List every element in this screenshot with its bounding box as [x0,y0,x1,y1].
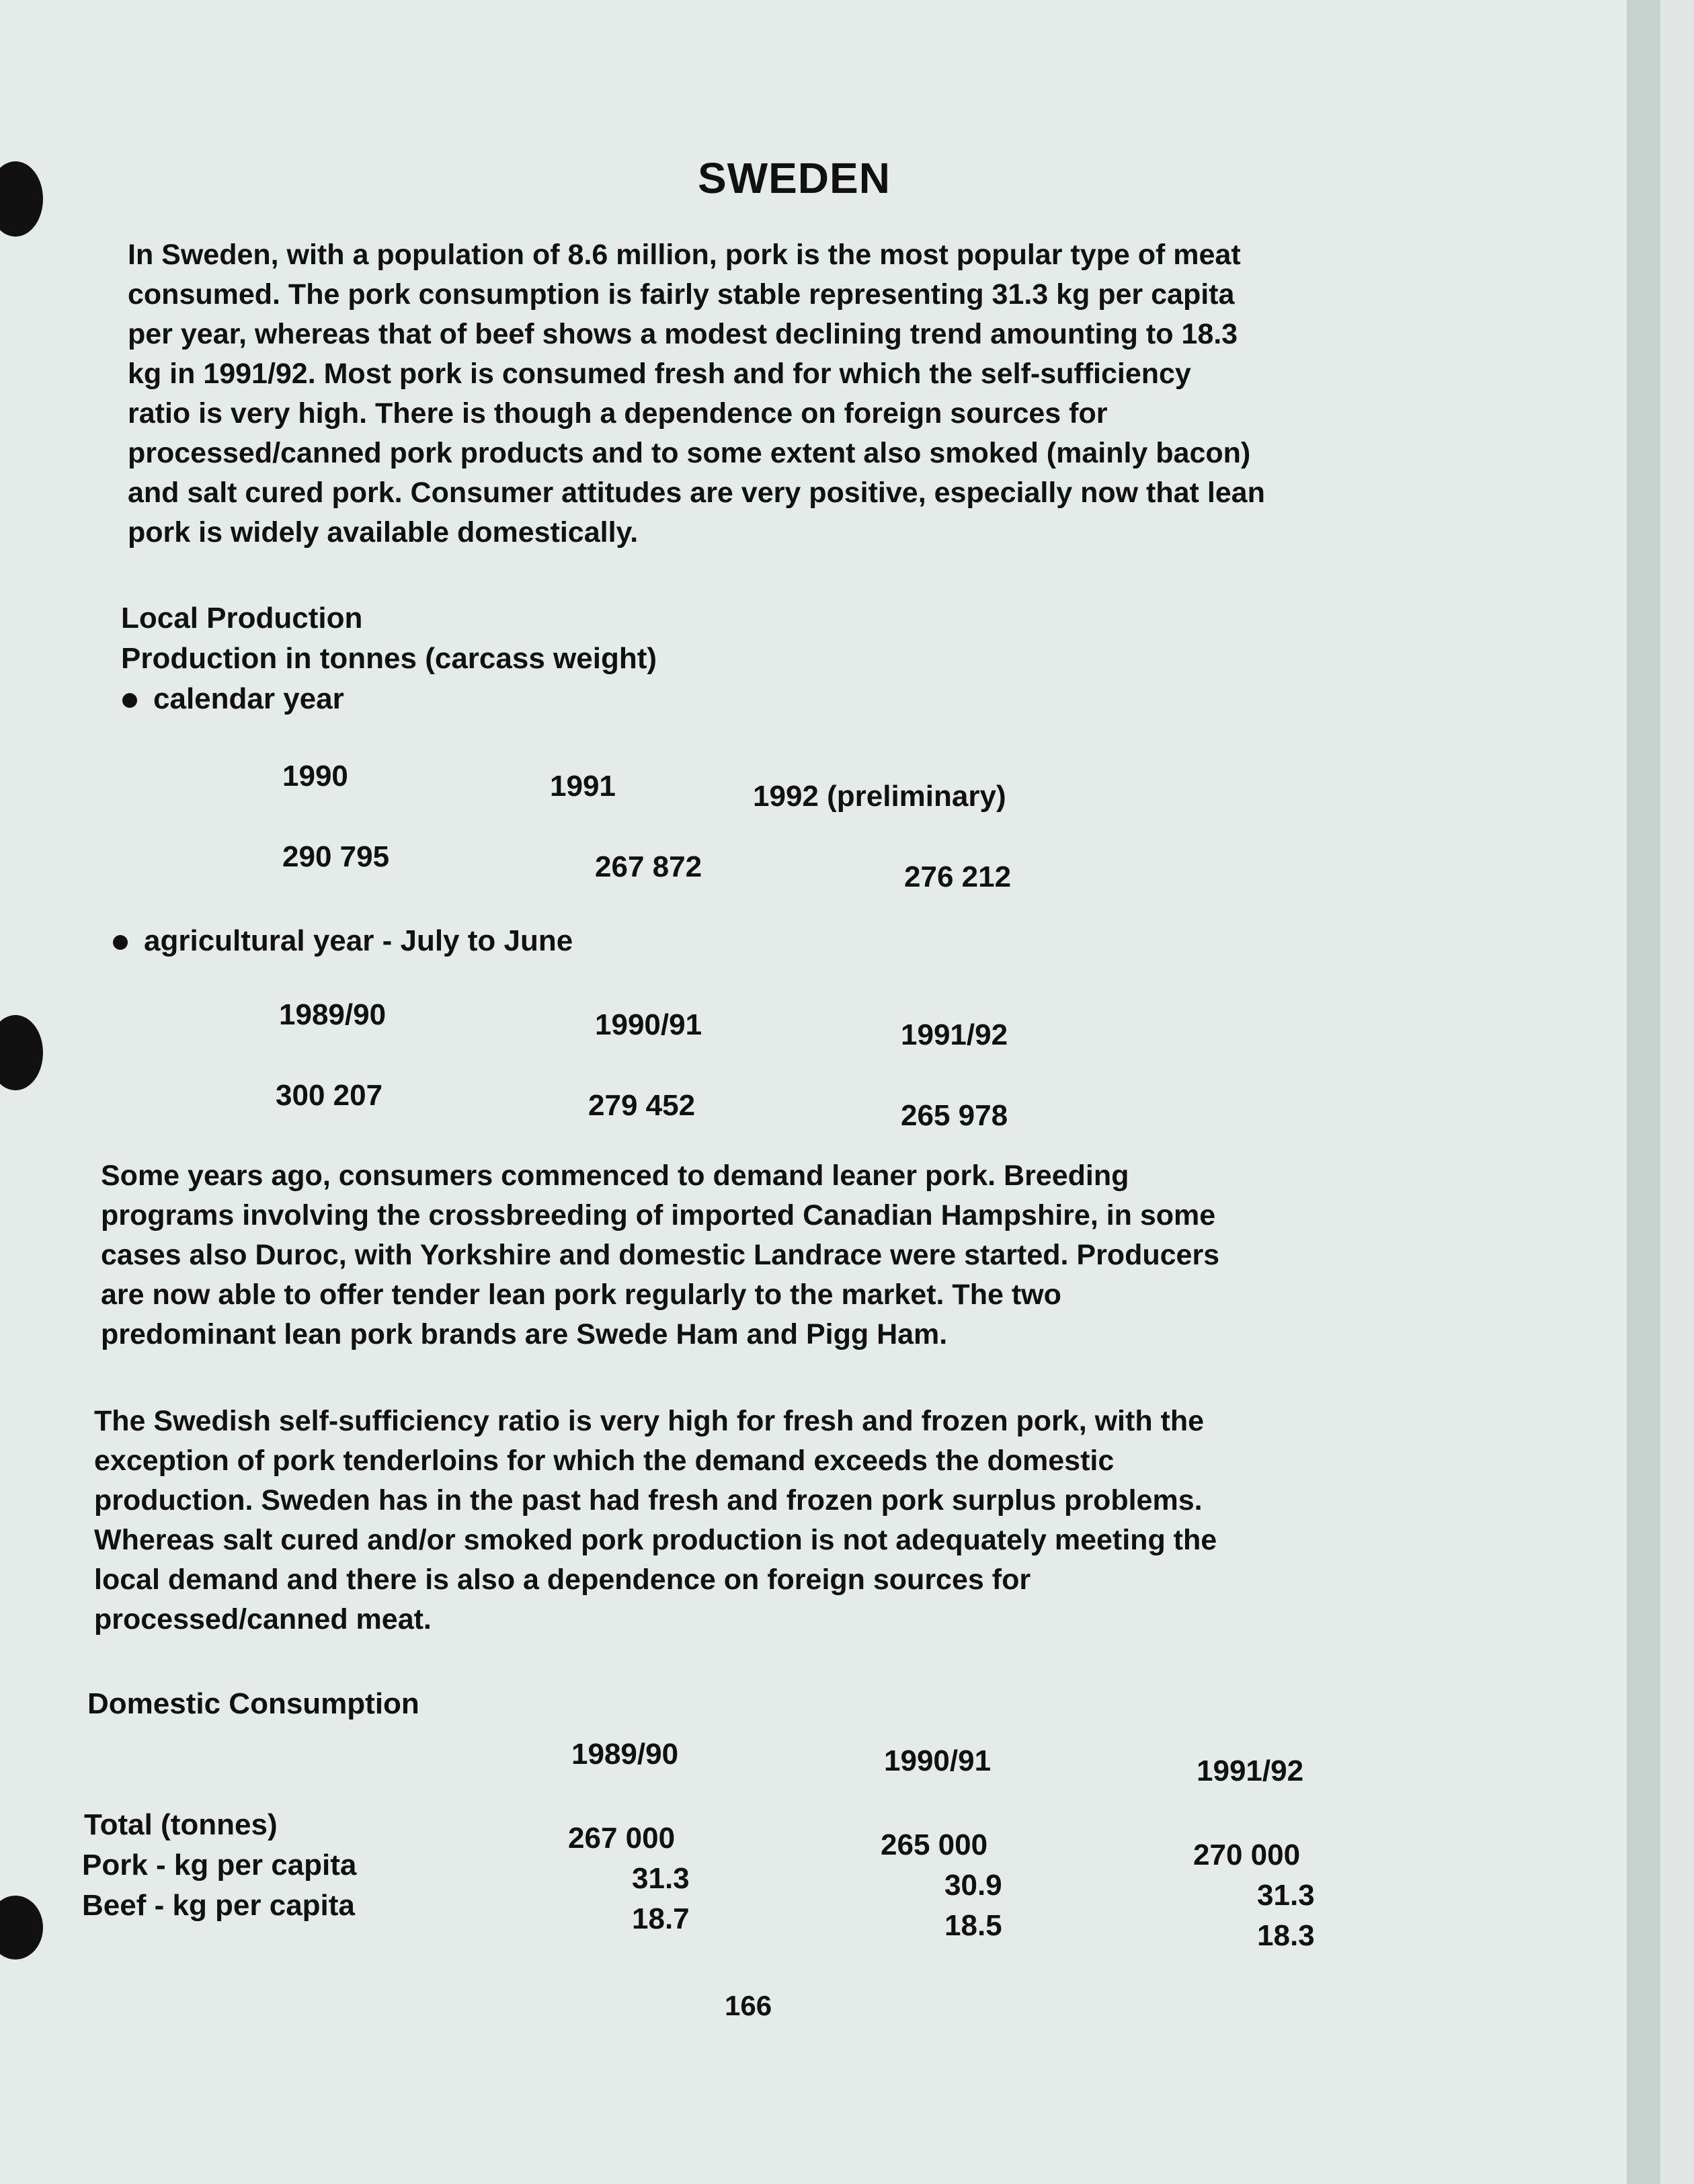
binder-hole-bottom [0,1896,43,1959]
self-sufficiency-line: Whereas salt cured and/or smoked pork production is not adequately meeting the [94,1524,1217,1556]
intro-line: consumed. The pork consumption is fairly stable representing 31.3 kg per capita [128,278,1235,311]
beef-value-1: 18.7 [632,1902,690,1935]
row-label-total: Total (tonnes) [84,1808,278,1841]
binder-hole-middle [0,1015,43,1090]
domestic-consumption-heading: Domestic Consumption [87,1687,419,1720]
intro-line: ratio is very high. There is though a dependence on foreign sources for [128,397,1108,430]
beef-value-3: 18.3 [1257,1919,1315,1952]
binder-hole-top [0,161,43,237]
consumption-year-1: 1989/90 [571,1738,679,1771]
intro-line: and salt cured pork. Consumer attitudes are very positive, especially now that lean [128,477,1265,509]
calendar-year-label: calendar year [153,682,344,715]
calendar-year-bullet [122,682,344,716]
intro-line: In Sweden, with a population of 8.6 million, pork is the most popular type of meat [128,239,1241,271]
agricultural-value-1: 300 207 [276,1079,383,1112]
intro-line: pork is widely available domestically. [128,516,639,549]
agricultural-year-3: 1991/92 [901,1018,1008,1051]
pork-value-3: 31.3 [1257,1879,1315,1912]
breeding-line: cases also Duroc, with Yorkshire and domestic Landrace were started. Producers [101,1239,1220,1271]
production-subheading: Production in tonnes (carcass weight) [121,642,657,675]
total-value-3: 270 000 [1193,1838,1301,1871]
breeding-line: predominant lean pork brands are Swede Ham and Pigg Ham. [101,1318,948,1350]
row-label-pork: Pork - kg per capita [82,1849,357,1882]
breeding-line: programs involving the crossbreeding of imported Canadian Hampshire, in some [101,1199,1216,1231]
self-sufficiency-line: exception of pork tenderloins for which the demand exceeds the domestic [94,1445,1115,1477]
bullet-icon [122,693,137,708]
calendar-year-1: 1990 [282,760,348,793]
intro-paragraph [128,235,1265,553]
self-sufficiency-line: local demand and there is also a dependence on foreign sources for [94,1564,1031,1596]
page-number: 166 [725,1990,772,2021]
agricultural-year-2: 1990/91 [595,1008,702,1041]
self-sufficiency-paragraph [94,1402,1217,1640]
consumption-year-2: 1990/91 [884,1744,992,1777]
pork-value-2: 30.9 [944,1869,1002,1902]
agricultural-value-3: 265 978 [901,1099,1008,1132]
consumption-year-3: 1991/92 [1197,1754,1304,1787]
self-sufficiency-line: production. Sweden has in the past had fresh and frozen pork surplus problems. [94,1484,1203,1516]
bullet-icon [113,935,128,950]
breeding-paragraph [101,1156,1219,1354]
self-sufficiency-line: processed/canned meat. [94,1603,432,1635]
total-value-2: 265 000 [881,1828,988,1861]
intro-line: processed/canned pork products and to some extent also smoked (mainly bacon) [128,437,1251,469]
local-production-heading: Local Production [121,602,363,635]
calendar-value-3: 276 212 [904,860,1012,893]
intro-line: per year, whereas that of beef shows a modest declining trend amounting to 18.3 [128,318,1238,350]
calendar-year-3: 1992 (preliminary) [753,780,1006,813]
pork-value-1: 31.3 [632,1862,690,1895]
self-sufficiency-line: The Swedish self-sufficiency ratio is very high for fresh and frozen pork, with the [94,1405,1205,1437]
agricultural-value-2: 279 452 [588,1089,696,1122]
calendar-value-1: 290 795 [282,840,390,873]
breeding-line: Some years ago, consumers commenced to demand leaner pork. Breeding [101,1160,1129,1192]
agricultural-year-bullet [113,924,573,958]
page-edge [1627,0,1660,2184]
row-label-beef: Beef - kg per capita [82,1889,355,1922]
agricultural-year-1: 1989/90 [279,998,387,1031]
calendar-value-2: 267 872 [595,850,702,883]
agricultural-year-label: agricultural year - July to June [144,924,573,957]
intro-line: kg in 1991/92. Most pork is consumed fresh and for which the self-sufficiency [128,358,1191,390]
calendar-year-2: 1991 [550,770,616,803]
total-value-1: 267 000 [568,1822,676,1855]
breeding-line: are now able to offer tender lean pork regularly to the market. The two [101,1279,1061,1311]
page-title: SWEDEN [698,154,891,202]
beef-value-2: 18.5 [944,1909,1002,1942]
